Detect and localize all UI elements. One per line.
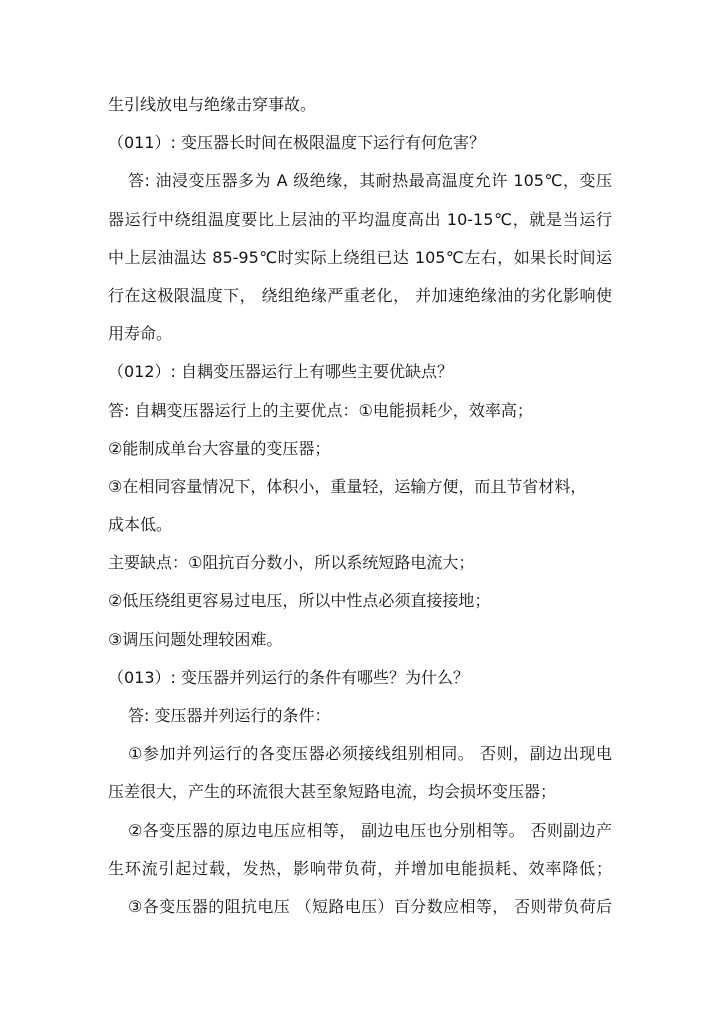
- answer-line: 答: 变压器并列运行的条件：: [128, 706, 331, 725]
- answer-line: 行在这极限温度下， 绕组绝缘严重老化， 并加速绝缘油的劣化影响使: [108, 285, 612, 305]
- answer-line: 主要缺点：①阻抗百分数小，所以系统短路电流大；: [108, 553, 475, 573]
- question-heading-012: （012）: 自耦变压器运行上有哪些主要优缺点？: [108, 362, 454, 382]
- answer-list-item: ①参加并列运行的各变压器必须接线组别相同。 否则，副边出现电: [128, 744, 612, 764]
- document-body: [108, 86, 612, 926]
- paragraph-continuation-line: 生引线放电与绝缘击穿事故。: [108, 95, 317, 114]
- answer-line: 答: 自耦变压器运行上的主要优点：①电能损耗少，效率高；: [108, 400, 533, 420]
- answer-list-item: ③各变压器的阻抗电压 （短路电压）百分数应相等， 否则带负荷后: [128, 896, 612, 916]
- answer-list-item: ②能制成单台大容量的变压器；: [108, 438, 331, 458]
- answer-line: 成本低。: [108, 515, 173, 535]
- answer-line: 压差很大，产生的环流很大甚至象短路电流，均会损坏变压器；: [108, 782, 557, 802]
- question-heading-011: （011）: 变压器长时间在极限温度下运行有何危害？: [108, 133, 486, 153]
- answer-line: 用寿命。: [108, 324, 173, 344]
- answer-list-item: ②各变压器的原边电压应相等， 副边电压也分别相等。 否则副边产: [128, 820, 612, 840]
- answer-line: 器运行中绕组温度要比上层油的平均温度高出 10-15℃，就是当运行: [108, 209, 612, 229]
- answer-list-item: ②低压绕组更容易过电压，所以中性点必须直接接地；: [108, 591, 491, 611]
- answer-list-item: ③在相同容量情况下，体积小，重量轻，运输方便，而且节省材料，: [108, 476, 587, 496]
- answer-line: 中上层油温达 85-95℃时实际上绕组已达 105℃左右，如果长时间运: [108, 247, 612, 267]
- answer-list-item: ③调压问题处理较困难。: [108, 629, 283, 649]
- question-heading-013: （013）: 变压器并列运行的条件有哪些？为什么？: [108, 667, 470, 687]
- answer-line: 答: 油浸变压器多为 A 级绝缘，其耐热最高温度允许 105℃，变压: [128, 171, 612, 191]
- answer-line: 生环流引起过载，发热，影响带负荷，并增加电能损耗、效率降低；: [108, 858, 612, 878]
